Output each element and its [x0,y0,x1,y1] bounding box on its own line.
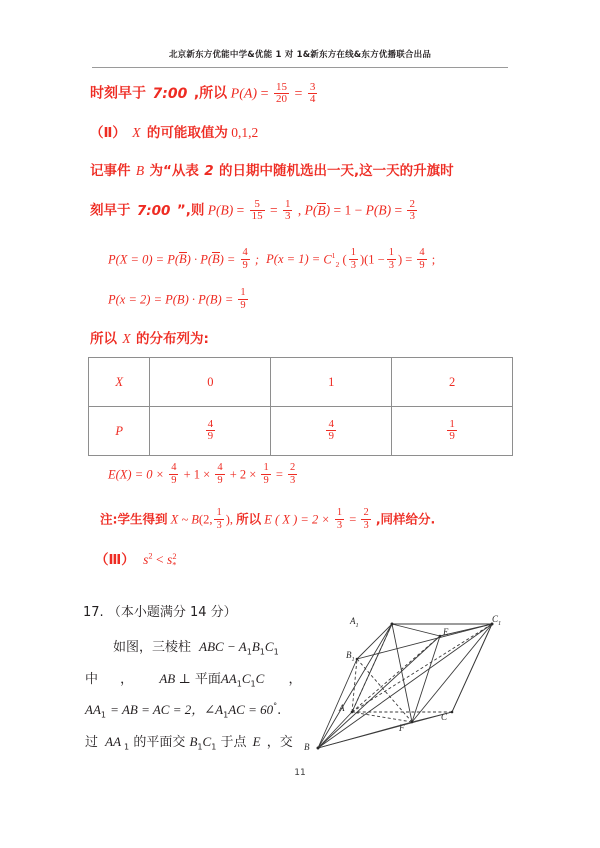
distribution-table [88,357,513,456]
q17-l2-symbol-4: C [255,671,265,686]
note-close-paren: ), [225,512,234,527]
answer-line-3 [90,164,454,179]
eq1-combination-superscript: 1 [331,251,336,261]
p0-numerator: 4 [207,418,214,431]
part-2-label: （Ⅱ） [90,125,126,141]
question-17-line-2 [85,671,302,689]
eq2-frac-denominator: 9 [240,299,246,311]
q17-l4-symbol-3: C [202,734,212,749]
p1-denominator: 9 [328,430,334,443]
line1-frac1-denominator: 20 [276,93,287,106]
edge-a1-e [392,624,440,636]
line1-fraction-2 [308,82,318,106]
q17-l2-symbol: AB ⊥ [159,671,191,686]
ex-frac1-numerator: 4 [171,462,177,473]
equation-px2 [108,288,250,311]
p1-numerator: 4 [328,418,334,431]
part-2-text: 的可能取值为 [146,125,228,141]
ex-frac4-denominator: 3 [290,474,296,486]
answer-line-1 [90,82,319,106]
q17-l3-rest: = AB = AC = 2，∠A [110,702,224,717]
ex-plus-2: + 2 × [229,467,257,482]
edge-e-a [352,636,440,712]
line1-p-of-a: P(A) [230,86,258,102]
ex-fraction-1 [169,463,178,486]
grading-note [100,508,435,531]
edge-a-c1 [352,624,492,712]
part-3-s2-subscript: * [172,560,177,570]
table-cell-x-0: 0 [150,358,271,407]
header-divider [92,67,508,68]
q17-l1-text: 如图，三棱柱 [113,640,192,655]
page-number: 11 [294,768,306,778]
eq1-frac3-denominator: 3 [388,259,394,271]
line4-equals-1: = [236,202,245,218]
q17-l1-symbol-3: C [264,639,274,654]
q17-l4-symbol: AA [105,734,122,749]
eq1-frac4-denominator: 9 [419,259,425,271]
eq1-mid: ) · P( [186,252,212,267]
line1-frac1-numerator: 15 [276,81,287,93]
eq2-fraction [238,288,247,311]
q17-l2-sub-2: 1 [250,679,256,689]
part-3-s1-exponent: 2 [148,551,153,561]
q17-l4-text-b: 的平面交 [133,735,186,750]
q17-l2-symbol-2: AA [220,671,237,686]
eq1-frac4-numerator: 4 [419,247,425,258]
line1-fraction-1 [274,82,289,106]
p1-fraction [326,419,336,443]
line4-time: 7:00 [136,202,171,219]
vertex-dot-e [439,635,442,638]
edge-b-a1 [318,624,392,748]
note-distribution: X ~ B [170,512,199,527]
table-cell-x-label: X [89,358,150,407]
line4-frac2-denominator: 3 [284,210,291,223]
dist-intro-a: 所以 [90,331,117,347]
q17-l2-sub-1: 1 [236,679,242,689]
note-text-b: 所以 [236,511,262,527]
q17-l2-plane: 平面 [194,672,221,687]
line4-frac3-numerator: 2 [409,198,415,210]
vertex-dot-b [317,747,320,750]
answer-part-2-heading [90,126,258,141]
p0-denominator: 9 [207,430,214,443]
q17-l3-sub-1: 1 [100,710,107,720]
note-fraction-2 [335,508,344,531]
table-row [89,407,513,456]
eq1-tail: ) = [397,252,413,267]
expected-value-equation [108,463,299,486]
q17-l4-sub-1: 1 [124,742,130,752]
q17-l3-degree: ° [273,701,278,711]
ex-frac1-denominator: 9 [171,474,177,486]
note-text-a: 注:学生得到 [100,511,168,527]
line4-fraction-1 [250,199,265,223]
eq1-paren-open: ( [342,252,347,267]
vertex-dot-a [351,711,354,714]
eq1-combination-subscript: 2 [335,259,340,269]
p2-numerator: 1 [449,418,455,431]
question-17-line-4 [85,734,293,752]
line3-text-b: 为“从表 [149,163,199,179]
line4-fraction-2 [283,199,293,223]
question-17-title: （本小题满分 14 分） [107,605,237,620]
p2-fraction [447,419,457,443]
table-cell-x-2: 2 [392,358,513,407]
line4-b-bar: B [317,202,326,218]
eq2-frac-numerator: 1 [240,287,246,298]
eq1-close: ) = [219,252,236,267]
q17-l2-text-a: 中 [85,672,99,687]
vertex-dot-f [411,721,414,724]
note-open-paren: (2, [198,512,213,527]
note-text-c: ,同样给分. [375,511,436,527]
edge-b-c1 [318,624,492,748]
figure-label-a1: $A_1$ [350,616,359,629]
part-3-s1: s [143,552,149,567]
answer-part-3 [95,553,177,568]
note-fraction-1 [214,508,223,531]
prism-figure [300,600,520,770]
p2-denominator: 9 [449,430,455,443]
line3-event-b: B [135,163,145,178]
edge-b-a [318,712,352,748]
table-cell-p-0 [150,407,271,456]
eq1-frac2-denominator: 3 [350,259,356,271]
note-frac2-denominator: 3 [336,519,343,531]
figure-label-b1: $B_1$ [346,650,355,663]
figure-label-c: C [441,712,448,722]
line4-frac1-numerator: 5 [250,199,265,211]
vertex-dot-c [451,711,454,714]
ex-plus-1: + 1 × [183,467,211,482]
line3-text-c: 的日期中随机选出一天,这一天的升旗时 [219,163,454,179]
table-cell-p-label: P [89,407,150,456]
q17-l4-text-d: ，交 [266,735,293,750]
q17-l4-point-e: E [252,734,261,749]
eq1-fraction-2 [349,248,358,271]
note-equals: = [349,512,357,527]
vertex-dot-a1 [391,623,394,626]
p0-fraction [206,419,216,443]
answer-line-4 [90,199,419,223]
ex-fraction-3 [261,463,270,486]
line3-table-number: 2 [204,163,214,179]
line4-frac3-denominator: 3 [409,210,415,223]
eq1-frac1-numerator: 4 [242,247,248,258]
q17-l4-symbol-2: B [189,734,198,749]
vertex-dot-b1 [356,658,359,661]
figure-label-a: A [339,703,345,713]
dist-intro-b: 的分布列为: [136,331,209,347]
equation-px0-px1 [108,248,435,271]
part-2-values: 0,1,2 [231,125,259,140]
eq1-b-bar-1: B [179,252,187,267]
eq1-fraction-4 [417,248,426,271]
note-expected-value: E ( X ) = 2 × [264,512,330,527]
question-17-line-1 [113,639,279,657]
q17-l1-sub-1: 1 [246,647,252,657]
eq1-semicolon: ; [254,252,260,267]
q17-l3-period: . [277,703,282,718]
part-3-s2: s [166,552,173,567]
ex-lhs: E(X) = 0 × [108,467,165,482]
line1-prefix: 时刻早于 [90,85,146,102]
figure-label-f: F [399,723,405,733]
ex-frac3-denominator: 9 [263,474,269,486]
ex-fraction-4 [288,463,297,486]
q17-l4-sub-2: 1 [197,742,203,752]
note-fraction-3 [361,508,370,531]
ex-equals: = [275,467,283,482]
line1-frac2-numerator: 3 [309,81,316,93]
question-17-line-3 [85,701,282,720]
line1-equals-2: = [294,86,303,102]
q17-l4-sub-3: 1 [211,742,217,752]
edge-b1-c1 [357,624,492,659]
eq1-frac2-numerator: 1 [350,247,356,258]
header-title: 北京新东方优能中学&优能 1 对 1&新东方在线&东方优播联合出品 [168,50,432,60]
question-17-heading [83,606,237,619]
line4-pbbar-close: ) [325,202,331,218]
q17-l1-symbol-2: B [251,639,260,654]
part-3-label: （Ⅲ） [95,552,135,568]
part-3-less-than: < [155,552,164,567]
line1-equals-1: = [260,86,269,102]
line4-equals-2: = [269,202,278,218]
note-frac3-denominator: 3 [363,519,369,531]
note-frac1-denominator: 3 [216,519,222,531]
table-cell-x-1: 1 [271,358,392,407]
line4-comma: , [297,202,302,218]
note-frac1-numerator: 1 [216,507,222,518]
part-3-s2-exponent: 2 [172,551,177,561]
figure-label-e: E [443,627,449,637]
eq1-frac1-denominator: 9 [242,259,248,271]
q17-l3-symbol: AA [85,702,101,717]
question-17-number: 17. [83,605,104,620]
eq1-end: ; [431,252,436,267]
note-frac2-numerator: 1 [336,507,343,518]
line4-frac2-numerator: 1 [284,198,291,210]
line1-mid: ,所以 [193,85,228,102]
line4-fraction-3 [407,199,417,223]
line1-time: 7:00 [152,85,188,102]
line4-p-of-b-2: P(B) [365,202,392,218]
table-cell-p-2 [392,407,513,456]
q17-l4-text-c: 于点 [220,735,247,750]
q17-l3-sub-2: 1 [223,710,229,720]
edge-a1-f [392,624,412,722]
eq2-expression: P(x = 2) = P(B) · P(B) = [108,292,234,307]
eq1-frac3-numerator: 1 [388,247,394,258]
note-frac3-numerator: 2 [363,507,369,518]
line1-frac2-denominator: 4 [309,93,316,106]
figure-label-b: B [304,742,310,752]
edge-a-b1 [352,659,357,712]
table-cell-p-1 [271,407,392,456]
q17-l2-comma-2: ， [288,672,302,687]
eq1-fraction-3 [387,248,396,271]
ex-fraction-2 [215,463,224,486]
eq1-combination: C [323,252,332,267]
line4-text-a: 刻早于 [90,202,131,219]
q17-l1-sub-3: 1 [273,647,279,657]
ex-frac2-denominator: 9 [217,474,223,486]
q17-l4-text-a: 过 [85,735,99,750]
line4-equals-3: = 1 − [333,202,363,218]
q17-l2-symbol-3: C [241,671,251,686]
line4-pbbar-open: P( [304,202,318,218]
eq1-b-bar-2: B [212,252,220,267]
q17-l1-sub-2: 1 [259,647,265,657]
ex-frac4-numerator: 2 [290,462,296,473]
eq1-paren-close: )(1 − [359,252,385,267]
ex-frac2-numerator: 4 [217,462,223,473]
table-row [89,358,513,407]
page-header [0,44,600,62]
prism-diagram-svg [300,600,520,770]
eq1-rhs: P(x = 1) = [266,252,321,267]
q17-l3-rest-2: AC = 60 [228,702,274,717]
distribution-intro [90,332,209,347]
q17-l2-comma-1: ， [120,672,134,687]
line4-p-of-b: P(B) [207,202,234,218]
line4-frac1-denominator: 15 [251,210,263,223]
eq1-lhs: P(X = 0) = P( [108,252,180,267]
eq1-fraction-1 [241,248,250,271]
dist-intro-variable: X [122,331,131,346]
ex-frac3-numerator: 1 [263,462,269,473]
edge-b1-f [357,659,412,722]
line4-equals-4: = [394,202,403,218]
line3-text-a: 记事件 [90,163,131,179]
part-2-variable: X [132,125,141,140]
q17-l1-symbol: ABC − A [199,639,247,654]
line4-text-b: ”,则 [176,202,205,219]
figure-label-c1: $C_1$ [492,614,502,627]
edge-c-c1-2 [452,624,492,712]
